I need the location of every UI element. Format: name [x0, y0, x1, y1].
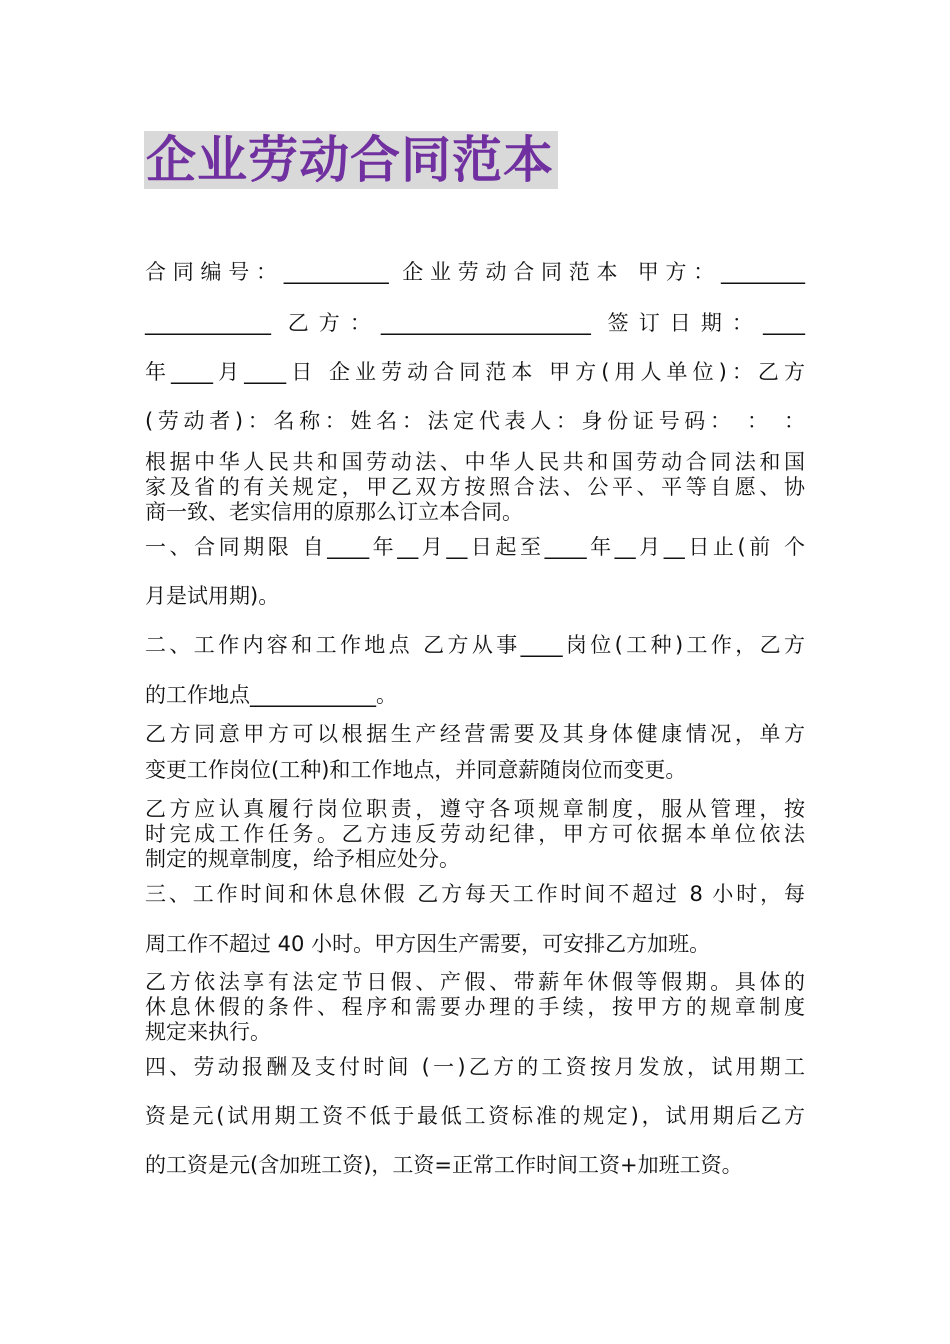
text-line: 商一致、老实信用的原那么订立本合同。	[145, 500, 523, 524]
text-line: 时完成工作任务。乙方违反劳动纪律，甲方可依据本单位依法	[145, 822, 805, 846]
text-line: 资是元(试用期工资不低于最低工资标准的规定)，试用期后乙方	[145, 1104, 805, 1128]
text-line: 家及省的有关规定，甲乙双方按照合法、公平、平等自愿、协	[145, 475, 805, 499]
text-line: 规定来执行。	[145, 1020, 271, 1044]
text-line: 休息休假的条件、程序和需要办理的手续，按甲方的规章制度	[145, 995, 805, 1019]
text-line: 三、工作时间和休息休假 乙方每天工作时间不超过 8 小时，每	[145, 882, 805, 906]
text-line: 乙方同意甲方可以根据生产经营需要及其身体健康情况，单方	[145, 722, 805, 746]
text-line: 年____月____日 企业劳动合同范本 甲方(用人单位)：乙方	[145, 360, 805, 384]
text-line: 的工资是元(含加班工资)，工资=正常工作时间工资+加班工资。	[145, 1153, 743, 1177]
text-line: (劳动者)：名称：姓名：法定代表人：身份证号码： ： ：	[145, 409, 805, 433]
document-title: 企业劳动合同范本	[144, 131, 558, 189]
text-line: 合同编号：__________ 企业劳动合同范本 甲方：________	[145, 260, 805, 284]
text-line: 的工作地点____________。	[145, 683, 397, 707]
text-line: 二、工作内容和工作地点 乙方从事____岗位(工种)工作，乙方	[145, 633, 805, 657]
text-line: 一、合同期限 自____年__月__日起至____年__月__日止(前 个	[145, 535, 805, 559]
text-line: 乙方应认真履行岗位职责，遵守各项规章制度，服从管理，按	[145, 797, 805, 821]
text-line: 乙方依法享有法定节日假、产假、带薪年休假等假期。具体的	[145, 970, 805, 994]
text-line: 变更工作岗位(工种)和工作地点，并同意薪随岗位而变更。	[145, 758, 687, 782]
text-line: 制定的规章制度，给予相应处分。	[145, 847, 460, 871]
text-line: 四、劳动报酬及支付时间 (一)乙方的工资按月发放，试用期工	[145, 1055, 805, 1079]
text-line: 根据中华人民共和国劳动法、中华人民共和国劳动合同法和国	[145, 450, 805, 474]
text-line: 周工作不超过 40 小时。甲方因生产需要，可安排乙方加班。	[145, 932, 711, 956]
text-line: 月是试用期)。	[145, 584, 280, 608]
text-line: ____________ 乙方：____________________ 签订日期：____	[145, 311, 805, 335]
